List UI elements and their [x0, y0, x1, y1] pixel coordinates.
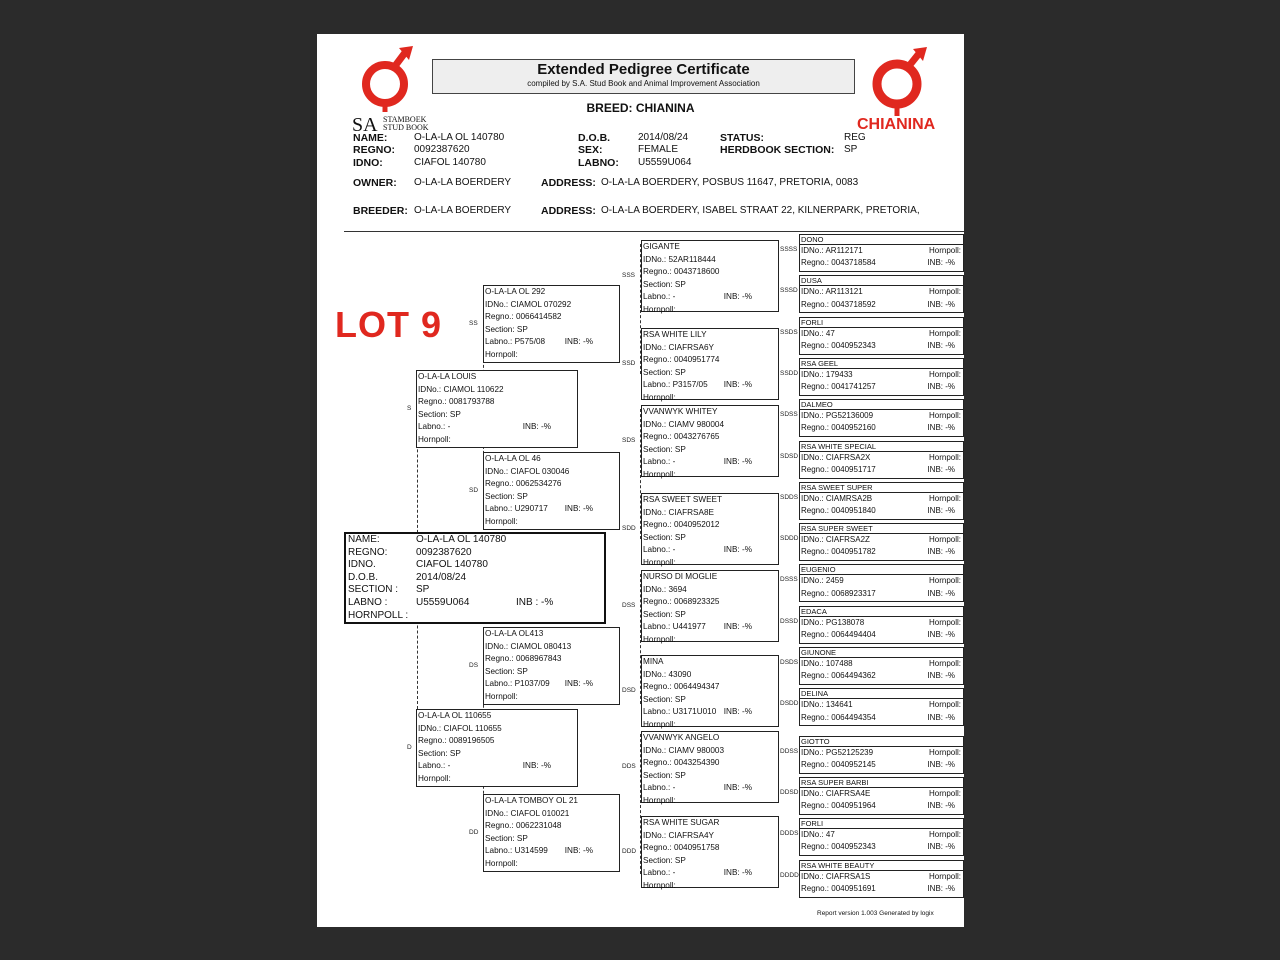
ancestor-idno: IDNo.: CIAFRSA8E	[643, 507, 714, 517]
ancestor-regno: Regno.: 0064494354 INB: -%	[800, 712, 963, 724]
sex-label: SEX:	[578, 144, 603, 156]
ancestor-labno: Labno.: U3171U010 INB: -%	[642, 706, 778, 719]
position-label: DDSD	[780, 788, 799, 796]
ancestor-name: GIGANTE	[643, 242, 680, 251]
ancestor-box-gen4	[799, 688, 964, 726]
ancestor-inb: INB: -%	[723, 783, 752, 792]
position-label: DS	[469, 662, 479, 669]
ancestor-name: RSA WHITE LILY	[643, 330, 707, 339]
herdbook-label: HERDBOOK SECTION:	[720, 144, 835, 156]
main-section-label: SECTION :	[348, 584, 399, 596]
owner-value: O-LA-LA BOERDERY	[414, 177, 512, 188]
ancestor-regno: Regno.: 0064494362 INB: -%	[800, 670, 963, 682]
ancestor-name: RSA GEEL	[800, 359, 963, 369]
logo-right-text: CHIANINA	[857, 116, 936, 133]
ancestor-box	[483, 452, 620, 530]
ancestor-idno: IDNo.: CIAMOL 070292	[485, 299, 572, 309]
ancestor-inb: INB: -%	[522, 422, 551, 431]
ancestor-name: O-LA-LA LOUIS	[418, 372, 477, 381]
certificate-subtitle: compiled by S.A. Stud Book and Animal Improvement Association	[527, 79, 760, 88]
ancestor-section: Section: SP	[643, 770, 686, 780]
position-label: DDS	[622, 763, 636, 770]
main-labno-value: U5559U064	[416, 596, 470, 608]
ancestor-hornpoll: Hornpoll:	[418, 773, 451, 783]
ancestor-labno: Labno.: - INB: -%	[417, 760, 577, 773]
ancestor-regno: Regno.: 0041741257 INB: -%	[800, 381, 963, 393]
ancestor-name: RSA WHITE BEAUTY	[800, 861, 963, 871]
ancestor-idno: IDNo.: 179433 Hornpoll:	[800, 369, 963, 381]
ancestor-box-gen4	[799, 860, 964, 898]
ancestor-labno: Labno.: U441977 INB: -%	[642, 621, 778, 634]
ancestor-idno: IDNo.: CIAFRSA2X Hornpoll:	[800, 452, 963, 464]
ancestor-idno: IDNo.: CIAFRSA1S Hornpoll:	[800, 871, 963, 883]
ancestor-section: Section: SP	[418, 748, 461, 758]
position-label: D	[407, 744, 412, 751]
header-divider	[344, 231, 964, 232]
main-dob-label: D.O.B.	[348, 571, 379, 583]
ancestor-inb: INB: -%	[927, 423, 955, 433]
name-label: NAME:	[353, 132, 388, 144]
ancestor-regno: Regno.: 0040952145 INB: -%	[800, 759, 963, 771]
ancestor-labno: Labno.: - INB: -%	[642, 456, 778, 469]
sex-value: FEMALE	[638, 144, 679, 155]
position-label: DDD	[622, 848, 637, 855]
ancestor-inb: INB: -%	[927, 464, 955, 474]
ancestor-section: Section: SP	[643, 279, 686, 289]
main-hornpoll-label: HORNPOLL :	[348, 609, 409, 621]
ancestor-hornpoll: Hornpoll:	[928, 287, 961, 297]
main-idno-label: IDNO.	[348, 559, 376, 571]
ancestor-hornpoll: Hornpoll:	[928, 659, 961, 668]
ancestor-idno: IDNo.: CIAFRSA6Y	[643, 342, 714, 352]
ancestor-name: EDACA	[800, 607, 963, 617]
ancestor-name: FORLI	[800, 819, 963, 829]
ancestor-regno: Regno.: 0068967843	[485, 654, 562, 663]
ancestor-idno: IDNo.: CIAFRSA4E Hornpoll:	[800, 788, 963, 800]
ancestor-section: Section: SP	[643, 532, 686, 542]
ancestor-name: MINA	[643, 657, 664, 666]
ancestor-inb: INB: -%	[564, 504, 593, 513]
ancestor-box	[641, 816, 779, 888]
name-value: O-LA-LA OL 140780	[414, 132, 505, 143]
ancestor-labno: Labno.: - INB: -%	[642, 544, 778, 557]
ancestor-regno: Regno.: 0062231048	[485, 821, 562, 830]
ancestor-box	[641, 655, 779, 727]
ancestor-name: RSA SWEET SUPER	[800, 483, 963, 493]
breed-heading: BREED: CHIANINA	[586, 101, 695, 115]
ancestor-inb: INB: -%	[927, 382, 955, 392]
ancestor-regno: Regno.: 0043254390	[643, 758, 720, 767]
ancestor-name: FORLI	[800, 318, 963, 328]
ancestor-box-gen4	[799, 441, 964, 479]
ancestor-regno: Regno.: 0066414582	[485, 312, 562, 321]
ancestor-box-gen4	[799, 523, 964, 561]
ancestor-hornpoll: Hornpoll:	[643, 557, 676, 567]
dob-value: 2014/08/24	[638, 132, 689, 143]
ancestor-idno: IDNo.: AR112171 Hornpoll:	[800, 245, 963, 257]
breeder-value: O-LA-LA BOERDERY	[414, 205, 512, 216]
certificate-title: Extended Pedigree Certificate	[537, 61, 750, 78]
ancestor-name: RSA WHITE SUGAR	[643, 818, 720, 827]
ancestor-box-gen4	[799, 317, 964, 355]
ancestor-regno: Regno.: 0040951717 INB: -%	[800, 464, 963, 476]
ancestor-regno: Regno.: 0040951840 INB: -%	[800, 505, 963, 517]
position-label: DSSD	[780, 617, 799, 625]
ancestor-box-gen4	[799, 482, 964, 520]
ancestor-regno: Regno.: 0081793788	[418, 397, 495, 406]
ancestor-box	[641, 240, 779, 312]
ancestor-box	[641, 570, 779, 642]
ancestor-idno: IDNo.: CIAMRSA2B Hornpoll:	[800, 493, 963, 505]
ancestor-regno: Regno.: 0089196505	[418, 736, 495, 745]
ancestor-hornpoll: Hornpoll:	[928, 788, 961, 798]
ancestor-box	[483, 627, 620, 705]
ancestor-idno: IDNo.: 3694	[643, 584, 687, 594]
ancestor-hornpoll: Hornpoll:	[643, 880, 676, 890]
position-label: DDDS	[780, 830, 799, 838]
ancestor-labno: Labno.: P575/08 INB: -%	[484, 336, 619, 349]
ancestor-regno: Regno.: 0040952343 INB: -%	[800, 841, 963, 853]
position-label: DSS	[622, 602, 636, 609]
ancestor-inb: INB: -%	[927, 842, 955, 852]
ancestor-hornpoll: Hornpoll:	[643, 719, 676, 729]
position-label: SSSD	[780, 287, 798, 295]
ancestor-regno: Regno.: 0040951964 INB: -%	[800, 800, 963, 812]
position-label: DD	[469, 829, 479, 836]
ancestor-hornpoll: Hornpoll:	[643, 634, 676, 644]
position-label: SSSS	[780, 246, 798, 253]
ancestor-labno: Labno.: P1037/09 INB: -%	[484, 678, 619, 691]
ancestor-labno: Labno.: - INB: -%	[642, 291, 778, 304]
ancestor-hornpoll: Hornpoll:	[643, 304, 676, 314]
position-label: DSDS	[780, 659, 799, 666]
ancestor-section: Section: SP	[643, 609, 686, 619]
ancestor-inb: INB: -%	[522, 761, 551, 770]
ancestor-name: RSA WHITE SPECIAL	[800, 442, 963, 452]
ancestor-box-gen4	[799, 564, 964, 602]
main-name-label: NAME:	[348, 534, 380, 545]
ancestor-name: O-LA-LA OL 110655	[418, 711, 492, 720]
ancestor-section: Section: SP	[485, 666, 528, 676]
ancestor-labno: Labno.: - INB: -%	[642, 867, 778, 880]
ancestor-idno: IDNo.: 47 Hornpoll:	[800, 328, 963, 340]
ancestor-regno: Regno.: 0040952012	[643, 520, 720, 529]
ancestor-section: Section: SP	[643, 694, 686, 704]
ancestor-section: Section: SP	[485, 833, 528, 843]
labno-value: U5559U064	[638, 157, 692, 168]
ancestor-regno: Regno.: 0040952343 INB: -%	[800, 340, 963, 352]
ancestor-hornpoll: Hornpoll:	[928, 700, 961, 710]
ancestor-box-gen4	[799, 275, 964, 313]
ancestor-regno: Regno.: 0040951774	[643, 355, 720, 364]
ancestor-box	[641, 405, 779, 477]
ancestor-hornpoll: Hornpoll:	[418, 434, 451, 444]
ancestor-hornpoll: Hornpoll:	[485, 516, 518, 526]
ancestor-hornpoll: Hornpoll:	[928, 411, 961, 421]
ancestor-hornpoll: Hornpoll:	[928, 493, 961, 503]
ancestor-inb: INB: -%	[927, 506, 955, 516]
ancestor-name: RSA SUPER BARBI	[800, 778, 963, 788]
ancestor-hornpoll: Hornpoll:	[643, 392, 676, 402]
position-label: SDD	[622, 525, 636, 532]
ancestor-box-gen4	[799, 777, 964, 815]
position-label: SDDD	[780, 535, 799, 543]
main-section-value: SP	[416, 584, 430, 596]
logo-left-sub2: STUD BOOK	[383, 123, 429, 132]
herdbook-value: SP	[844, 144, 858, 155]
ancestor-section: Section: SP	[485, 324, 528, 334]
ancestor-hornpoll: Hornpoll:	[928, 830, 961, 840]
ancestor-regno: Regno.: 0064494347	[643, 682, 720, 691]
ancestor-box	[641, 328, 779, 400]
owner-address-label: ADDRESS:	[541, 177, 596, 189]
main-dob-value: 2014/08/24	[416, 571, 467, 583]
position-label: SSD	[622, 360, 636, 367]
position-label: SSS	[622, 272, 636, 279]
ancestor-idno: IDNo.: 107488 Hornpoll:	[800, 658, 963, 670]
ancestor-hornpoll: Hornpoll:	[643, 469, 676, 479]
ancestor-regno: Regno.: 0064494404 INB: -%	[800, 629, 963, 641]
ancestor-inb: INB: -%	[927, 588, 955, 598]
ancestor-regno: Regno.: 0040951782 INB: -%	[800, 546, 963, 558]
ancestor-box	[641, 493, 779, 565]
position-label: SDSS	[780, 411, 798, 419]
ancestor-idno: IDNo.: CIAFRSA4Y	[643, 830, 714, 840]
ancestor-idno: IDNo.: CIAFOL 010021	[485, 808, 570, 818]
ancestor-regno: Regno.: 0043718584 INB: -%	[800, 257, 963, 269]
ancestor-idno: IDNo.: AR113121 Hornpoll:	[800, 286, 963, 298]
ancestor-section: Section: SP	[418, 409, 461, 419]
ancestor-idno: IDNo.: 52AR118444	[643, 254, 716, 264]
ancestor-section: Section: SP	[643, 367, 686, 377]
position-label: DSDD	[780, 700, 799, 708]
ancestor-inb: INB: -%	[723, 457, 752, 466]
ancestor-name: DELINA	[800, 689, 963, 699]
ancestor-idno: IDNo.: 43090	[643, 669, 692, 679]
ancestor-regno: Regno.: 0043718592 INB: -%	[800, 299, 963, 311]
status-label: STATUS:	[720, 132, 764, 144]
ancestor-idno: IDNo.: 47 Hornpoll:	[800, 829, 963, 841]
ancestor-box-gen4	[799, 606, 964, 644]
ancestor-box-gen4	[799, 399, 964, 437]
position-label: S	[407, 405, 412, 412]
ancestor-box	[641, 731, 779, 803]
ancestor-name: O-LA-LA OL 292	[485, 287, 546, 296]
ancestor-regno: Regno.: 0043276765	[643, 432, 720, 441]
ancestor-section: Section: SP	[643, 444, 686, 454]
subject-animal-box	[344, 532, 606, 624]
ancestor-hornpoll: Hornpoll:	[485, 349, 518, 359]
ancestor-inb: INB: -%	[723, 622, 752, 631]
ancestor-idno: IDNo.: CIAFOL 030046	[485, 466, 570, 476]
ancestor-idno: IDNo.: CIAMOL 110622	[418, 384, 504, 394]
ancestor-hornpoll: Hornpoll:	[928, 246, 961, 255]
ancestor-hornpoll: Hornpoll:	[928, 535, 961, 545]
ancestor-regno: Regno.: 0068923317 INB: -%	[800, 588, 963, 600]
ancestor-inb: INB: -%	[927, 299, 955, 309]
ancestor-regno: Regno.: 0040951758	[643, 843, 720, 852]
ancestor-regno: Regno.: 0040952160 INB: -%	[800, 422, 963, 434]
regno-value: 0092387620	[414, 144, 470, 155]
position-label: SD	[469, 487, 479, 494]
ancestor-name: NURSO DI MOGLIE	[643, 572, 718, 581]
ancestor-box	[483, 285, 620, 363]
ancestor-name: DALMEO	[800, 400, 963, 410]
position-label: SSDS	[780, 328, 798, 336]
main-regno-label: REGNO:	[348, 546, 388, 558]
ancestor-name: GIOTTO	[800, 737, 963, 747]
report-footer: Report version 1.003 Generated by logix	[817, 910, 934, 917]
ancestor-regno: Regno.: 0040951691 INB: -%	[800, 883, 963, 895]
labno-label: LABNO:	[578, 157, 619, 169]
ancestor-idno: IDNo.: PG138078 Hornpoll:	[800, 617, 963, 629]
status-value: REG	[844, 132, 866, 143]
main-inb-value: INB : -%	[516, 596, 554, 608]
ancestor-name: O-LA-LA OL413	[485, 629, 544, 638]
ancestor-inb: INB: -%	[927, 340, 955, 350]
breeder-label: BREEDER:	[353, 205, 408, 217]
position-label: DSD	[622, 687, 636, 694]
ancestor-inb: INB: -%	[723, 868, 752, 877]
ancestor-idno: IDNo.: CIAMV 980004	[643, 419, 725, 429]
ancestor-name: VVANWYK ANGELO	[643, 733, 720, 742]
position-label: SDDS	[780, 493, 799, 501]
ancestor-name: DUSA	[800, 276, 963, 286]
regno-label: REGNO:	[353, 144, 395, 156]
logo-left-sa: SA	[352, 114, 378, 136]
ancestor-hornpoll: Hornpoll:	[928, 452, 961, 462]
pedigree-certificate-page	[317, 34, 964, 927]
ancestor-idno: IDNo.: PG52136009 Hornpoll:	[800, 410, 963, 422]
main-labno-label: LABNO :	[348, 596, 388, 608]
ancestor-box-gen4	[799, 358, 964, 396]
ancestor-inb: INB: -%	[927, 759, 955, 769]
ancestor-idno: IDNo.: CIAMOL 080413	[485, 641, 572, 651]
ancestor-hornpoll: Hornpoll:	[928, 328, 961, 338]
position-label: SSDD	[780, 369, 799, 377]
ancestor-hornpoll: Hornpoll:	[928, 369, 961, 379]
position-label: SS	[469, 320, 478, 327]
ancestor-labno: Labno.: P3157/05 INB: -%	[642, 379, 778, 392]
ancestor-inb: INB: -%	[927, 712, 955, 722]
ancestor-hornpoll: Hornpoll:	[485, 858, 518, 868]
ancestor-box-gen4	[799, 647, 964, 685]
logo-left-sub1: STAMBOEK	[383, 115, 427, 124]
ancestor-idno: IDNo.: CIAMV 980003	[643, 745, 725, 755]
ancestor-hornpoll: Hornpoll:	[928, 617, 961, 627]
idno-value: CIAFOL 140780	[414, 157, 486, 168]
ancestor-hornpoll: Hornpoll:	[485, 691, 518, 701]
position-label: DDDD	[780, 871, 799, 879]
position-label: SDSD	[780, 452, 799, 460]
ancestor-section: Section: SP	[643, 855, 686, 865]
ancestor-box	[416, 709, 578, 787]
ancestor-idno: IDNo.: PG52125239 Hornpoll:	[800, 747, 963, 759]
main-regno-value: 0092387620	[416, 546, 472, 558]
ancestor-inb: INB: -%	[927, 671, 955, 681]
ancestor-inb: INB: -%	[564, 846, 593, 855]
dob-label: D.O.B.	[578, 132, 611, 144]
ancestor-inb: INB: -%	[564, 337, 593, 346]
ancestor-regno: Regno.: 0043718600	[643, 267, 720, 276]
owner-address-value: O-LA-LA BOERDERY, POSBUS 11647, PRETORIA, 0083	[601, 177, 859, 188]
ancestor-idno: IDNo.: 134641 Hornpoll:	[800, 699, 963, 711]
ancestor-name: DONO	[800, 235, 963, 245]
position-label: DDSS	[780, 747, 799, 755]
owner-label: OWNER:	[353, 177, 397, 189]
ancestor-inb: INB: -%	[723, 707, 752, 716]
breeder-address-value: O-LA-LA BOERDERY, ISABEL STRAAT 22, KILNERPARK, PRETORIA,	[601, 205, 920, 216]
ancestor-box-gen4	[799, 736, 964, 774]
position-label: SDS	[622, 437, 636, 444]
ancestor-name: O-LA-LA OL 46	[485, 454, 541, 463]
ancestor-labno: Labno.: - INB: -%	[642, 782, 778, 795]
lot-label: LOT 9	[335, 304, 443, 345]
ancestor-name: VVANWYK WHITEY	[643, 407, 718, 416]
ancestor-inb: INB: -%	[927, 801, 955, 811]
ancestor-labno: Labno.: - INB: -%	[417, 421, 577, 434]
ancestor-inb: INB: -%	[927, 547, 955, 557]
ancestor-inb: INB: -%	[927, 629, 955, 639]
ancestor-regno: Regno.: 0062534276	[485, 479, 562, 488]
ancestor-labno: Labno.: U290717 INB: -%	[484, 503, 619, 516]
ancestor-box	[416, 370, 578, 448]
ancestor-name: EUGENIO	[800, 565, 963, 575]
ancestor-section: Section: SP	[485, 491, 528, 501]
ancestor-idno: IDNo.: CIAFRSA2Z Hornpoll:	[800, 534, 963, 546]
ancestor-hornpoll: Hornpoll:	[928, 576, 961, 586]
ancestor-name: RSA SWEET SWEET	[643, 495, 723, 504]
ancestor-box	[483, 794, 620, 872]
certificate-header	[432, 59, 855, 94]
ancestor-name: RSA SUPER SWEET	[800, 524, 963, 534]
ancestor-box-gen4	[799, 234, 964, 272]
idno-label: IDNO:	[353, 157, 383, 169]
ancestor-hornpoll: Hornpoll:	[928, 871, 961, 881]
ancestor-inb: INB: -%	[723, 380, 752, 389]
ancestor-idno: IDNo.: 2459 Hornpoll:	[800, 575, 963, 587]
ancestor-inb: INB: -%	[723, 545, 752, 554]
main-name-value: O-LA-LA OL 140780	[416, 534, 507, 545]
ancestor-inb: INB: -%	[723, 292, 752, 301]
ancestor-hornpoll: Hornpoll:	[928, 747, 961, 757]
main-idno-value: CIAFOL 140780	[416, 559, 488, 571]
ancestor-inb: INB: -%	[927, 883, 955, 893]
position-label: DSSS	[780, 576, 798, 584]
ancestor-labno: Labno.: U314599 INB: -%	[484, 845, 619, 858]
ancestor-idno: IDNo.: CIAFOL 110655	[418, 723, 502, 733]
ancestor-name: O-LA-LA TOMBOY OL 21	[485, 796, 578, 805]
ancestor-box-gen4	[799, 818, 964, 856]
ancestor-name: GIUNONE	[800, 648, 963, 658]
ancestor-regno: Regno.: 0068923325	[643, 597, 720, 606]
breeder-address-label: ADDRESS:	[541, 205, 596, 217]
ancestor-inb: INB: -%	[927, 258, 955, 268]
ancestor-inb: INB: -%	[564, 679, 593, 688]
ancestor-hornpoll: Hornpoll:	[643, 795, 676, 805]
